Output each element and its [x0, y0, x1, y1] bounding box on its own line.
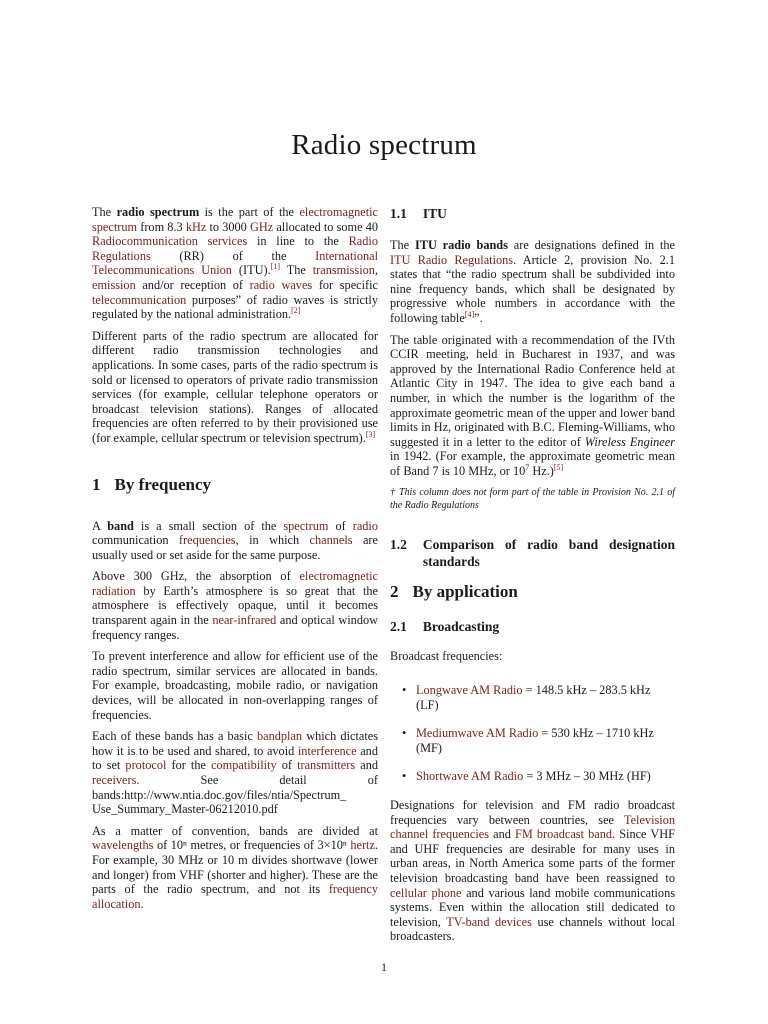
text-run: The table originated with a recommendation of the IVth CCIR meeting, held in Bucharest in 1937, and was approved by the International Radio Conference held at Atlantic City in 1947. The idea to give each band a number, in which the number is the logarithm of the approximate geometric mean of the upper and lower band limits in Hz, originated with B.C. Fleming-Williams, who suggested it in a letter to the editor of [390, 332, 675, 449]
text-run: and [355, 758, 378, 773]
wiki-link[interactable]: emission [92, 277, 136, 292]
section-title: Comparison of radio band designation standards [422, 536, 675, 569]
text-run: in 1942. (For example, the approximate geometric mean of Band 7 is 10 MHz, or 10 [390, 449, 675, 478]
page-title: Radio spectrum [291, 129, 477, 162]
text-run: , in which [235, 533, 310, 548]
section-number: 1.2 [390, 536, 407, 552]
text-run: ”. [474, 310, 483, 325]
convention-paragraph [92, 824, 378, 912]
wiki-link[interactable]: wavelengths [92, 838, 154, 853]
wiki-link[interactable]: Longwave AM Radio [416, 683, 523, 698]
wiki-link[interactable]: electromagnetic radiation [92, 569, 378, 598]
section-number: 1.1 [390, 206, 407, 221]
text-run: are usually used or set aside for the same purpose. [92, 533, 378, 562]
bold-term: band [107, 518, 134, 533]
wiki-link[interactable]: cellular phone [390, 885, 462, 900]
reference-marker[interactable]: [1] [270, 262, 280, 272]
page-number: 1 [381, 960, 387, 974]
wiki-link[interactable]: bandplan [256, 729, 303, 744]
text-run: Above 300 GHz, the absorption of [92, 569, 300, 584]
list-item [402, 769, 675, 784]
section-title: ITU [422, 206, 447, 221]
text-run: in line to the [247, 234, 349, 249]
italic-text: Wireless Engineer [584, 434, 675, 449]
text-run: To prevent interference and allow for efficient use of the radio spectrum, similar services are allocated in bands. For example, broadcasting, mobile radio, or navigation devices, will be allocated in non-overlapping ranges of frequencies. [92, 649, 378, 722]
broadcast-frequency-list [390, 683, 675, 784]
wiki-link[interactable]: protocol [125, 758, 167, 773]
itu-paragraph-2 [390, 333, 675, 479]
text-run: of 10ⁿ metres, or frequencies of 3×10ⁿ [153, 838, 351, 853]
tv-fm-paragraph [390, 798, 675, 944]
bullet-icon: • [402, 726, 407, 741]
text-run: Different parts of the radio spectrum are allocated for different radio transmission technologies and applications. In some cases, parts of the radio spectrum is sold or licensed to operators of private radio transmission services (for example, cellular telephone operators or broadcast television stations). Ranges of allocated frequencies are often referred to by their provisioned use (for example, cellular spectrum or television spectrum). [92, 328, 378, 445]
text-run: is a small section of the [133, 518, 284, 533]
absorption-paragraph [92, 569, 378, 642]
left-column [92, 205, 378, 918]
wiki-link[interactable]: Shortwave AM Radio [416, 769, 524, 784]
band-paragraph [92, 519, 378, 563]
text-run: . Since VHF and UHF frequencies are desirable for many uses in urban areas, in North America some parts of the former television broadcasting band have been reassigned to [390, 827, 676, 886]
wiki-link[interactable]: interference [297, 743, 357, 758]
section-by-frequency-heading [92, 475, 378, 495]
text-run: for the [166, 758, 212, 773]
text-run: is the part of the [199, 205, 300, 219]
text-run: Hz.) [529, 463, 554, 478]
reference-marker[interactable]: [4] [464, 309, 475, 319]
section-title: By application [412, 581, 518, 601]
wiki-link[interactable]: FM broadcast band [515, 827, 613, 842]
text-run: Designations for television and FM radio broadcast frequencies vary between countries, see [390, 798, 675, 827]
wiki-link[interactable]: electromagnetic spectrum [92, 205, 378, 234]
text-run: and to set [92, 743, 378, 773]
list-item [402, 726, 675, 755]
section-number: 1 [92, 474, 101, 494]
bold-term: radio spectrum [116, 205, 200, 219]
section-title: Broadcasting [422, 618, 500, 634]
wiki-link[interactable]: International Telecommunications Union [92, 248, 378, 278]
itu-paragraph-1 [390, 238, 675, 326]
broadcast-intro: Broadcast frequencies: [390, 648, 503, 663]
bold-term: ITU radio bands [414, 238, 508, 252]
section-itu-heading [390, 205, 675, 222]
text-run: , [374, 263, 379, 278]
table-footnote: † This column does not form part of the table in Provision No. 2.1 of the Radio Regulations [390, 486, 675, 511]
right-column [390, 205, 675, 951]
text-run: which dictates how it is to be used and shared, to avoid [92, 729, 378, 758]
wiki-link[interactable]: hertz [350, 838, 375, 853]
wiki-link[interactable]: kHz [185, 219, 207, 234]
interference-paragraph [92, 649, 378, 722]
text-run: A [92, 518, 108, 533]
reference-marker[interactable]: [3] [365, 429, 376, 439]
section-number: 2 [390, 581, 399, 601]
text-run: to 3000 [206, 219, 250, 234]
wiki-link[interactable]: spectrum [283, 518, 329, 533]
bullet-icon: • [402, 683, 407, 698]
wiki-link[interactable]: Mediumwave AM Radio [416, 726, 539, 741]
text-run: As a matter of convention, bands are divided at [92, 823, 378, 838]
section-number: 2.1 [390, 618, 407, 634]
reference-marker: 7 [525, 462, 530, 472]
reference-marker[interactable]: [5] [553, 462, 564, 472]
text-run: . [140, 896, 144, 911]
wiki-link[interactable]: frequencies [178, 533, 236, 548]
text-run: are designations defined in the [507, 238, 675, 252]
text-run: and various land mobile communications systems. Even within the allocation still dedicated to television, [390, 885, 675, 929]
wiki-link[interactable]: TV-band devices [446, 914, 532, 929]
text-run: = 530 kHz – 1710 kHz (MF) [416, 726, 654, 755]
section-by-application-heading [390, 582, 675, 602]
list-item [402, 683, 675, 712]
wiki-link[interactable]: channels [309, 533, 353, 548]
text-run: allocated to some 40 [273, 219, 378, 234]
text-run: and [489, 827, 515, 842]
reference-marker[interactable]: [2] [291, 306, 301, 316]
text-run: . For example, 30 MHz or 10 m divides shortwave (lower and longer) from VHF (shorter and higher). These are the parts of the radio spectrum, and not its [92, 838, 378, 897]
text-run: of [328, 518, 353, 533]
wiki-link[interactable]: Television channel frequencies [390, 812, 675, 842]
text-run: . See detail of bands:http://www.ntia.doc.gov/files/ntia/Spectrum_ Use_Summary_Master-06212010.pdf [92, 773, 378, 817]
text-run: = 3 MHz – 30 MHz (HF) [523, 769, 651, 784]
wiki-link[interactable]: receivers [92, 773, 137, 787]
text-run: = 148.5 kHz – 283.5 kHz (LF) [416, 683, 651, 712]
text-run: and optical window frequency ranges. [92, 613, 378, 642]
wiki-link[interactable]: near-infrared [212, 613, 277, 628]
section-title: By frequency [114, 474, 211, 494]
text-run: communication [92, 533, 179, 548]
text-run: (RR) of the [150, 248, 316, 263]
wiki-link[interactable]: transmission [312, 263, 375, 278]
text-run: for specific [312, 277, 378, 292]
text-run: The [390, 238, 415, 252]
text-run: Each of these bands has a basic [92, 729, 257, 744]
text-run: and/or reception of [135, 277, 250, 292]
text-run: . Article 2, provision No. 2.1 states that “the radio spectrum shall be subdivided into nine frequency bands, which shall be designated by progressive whole numbers in accordance with the following table [390, 252, 675, 325]
bullet-icon: • [402, 769, 407, 784]
wiki-link[interactable]: transmitters [297, 758, 356, 773]
wiki-link[interactable]: telecommunication [92, 292, 187, 307]
text-run: use channels without local broadcasters. [390, 914, 675, 944]
wiki-link[interactable]: Radio Regulations [92, 234, 378, 263]
intro-paragraph-2 [92, 329, 378, 446]
text-run: The [92, 205, 117, 219]
bandplan-paragraph [92, 729, 378, 817]
text-run: from 8.3 [137, 219, 186, 234]
section-comparison-heading [390, 536, 675, 570]
wiki-link[interactable]: compatibility [211, 758, 277, 773]
wiki-link[interactable]: Radiocommunication services [92, 234, 248, 249]
wiki-link[interactable]: ITU Radio Regulations [390, 252, 514, 267]
section-broadcasting-heading [390, 618, 675, 635]
text-run: by Earth’s atmosphere is so great that the atmosphere is effectively opaque, until it becomes transparent again in the [92, 583, 378, 628]
text-run: purposes” of radio waves is strictly regulated by the national administration. [92, 292, 378, 322]
wiki-link[interactable]: frequency allocation [92, 882, 378, 911]
text-run: The [279, 263, 313, 278]
intro-paragraph-1 [92, 205, 378, 322]
text-run: of [276, 758, 298, 773]
wiki-link[interactable]: radio waves [249, 277, 313, 292]
wiki-link[interactable]: GHz [249, 219, 274, 234]
text-run: (ITU). [231, 263, 271, 278]
wiki-link[interactable]: radio [352, 518, 378, 533]
